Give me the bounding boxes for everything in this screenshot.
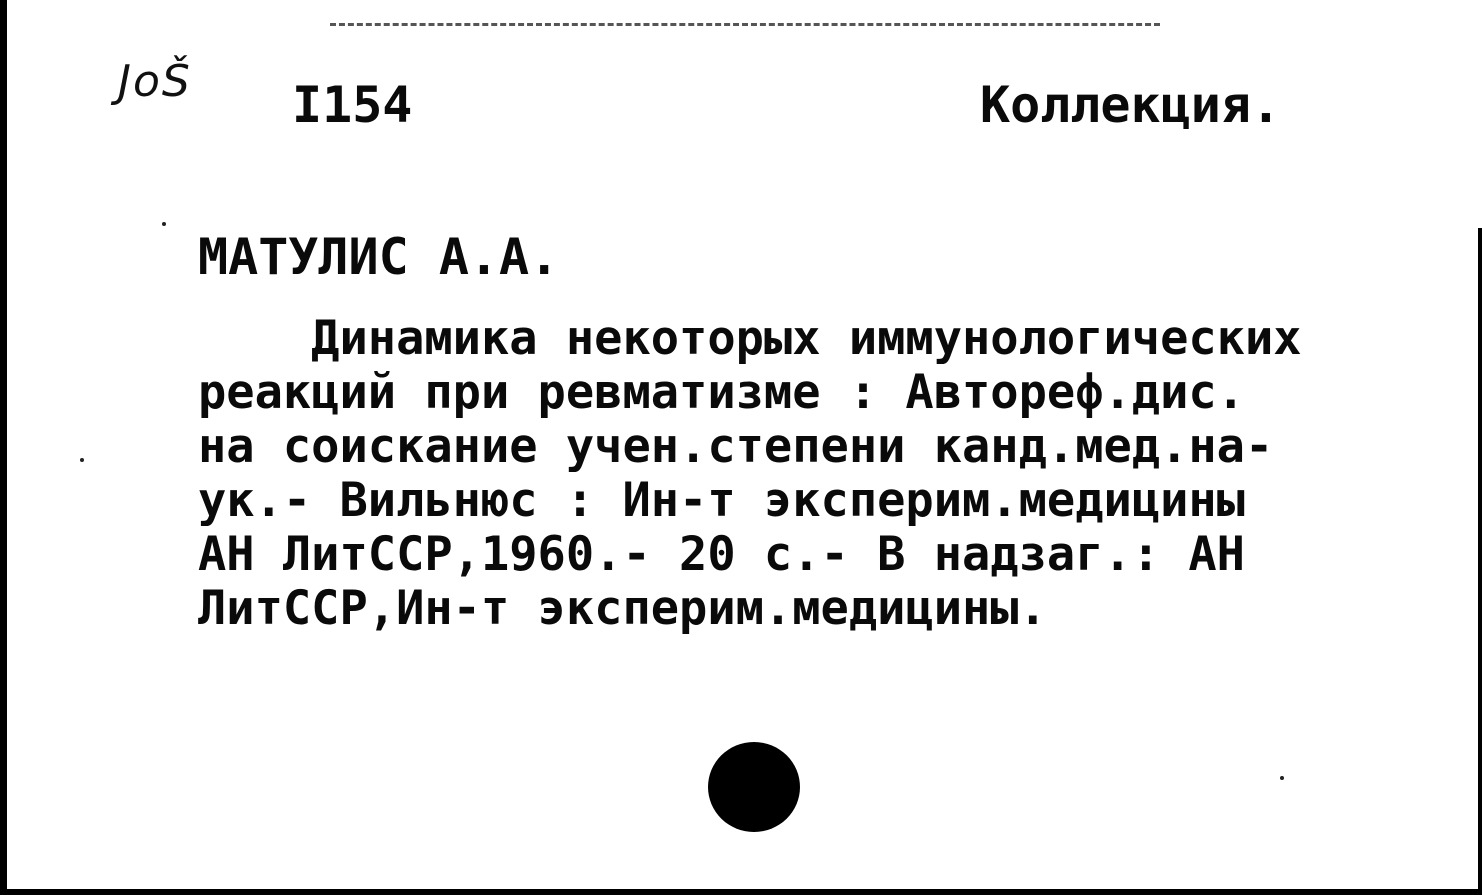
call-number: I154 xyxy=(292,76,413,134)
card-left-edge xyxy=(0,0,7,895)
top-dashed-rule xyxy=(330,23,1160,26)
description-line: ЛитССР,Ин-т эксперим.медицины. xyxy=(198,581,1047,636)
punch-hole xyxy=(708,742,800,832)
description-line: на соискание учен.степени канд.мед.на- xyxy=(198,419,1274,474)
handwritten-mark: JoŠ xyxy=(118,56,192,107)
dust-speck xyxy=(1280,776,1284,780)
dust-speck xyxy=(80,458,84,462)
description-line: реакций при ревматизме : Автореф.дис. xyxy=(198,365,1245,420)
card-bottom-edge xyxy=(0,889,1482,895)
dust-speck xyxy=(162,222,166,226)
collection-label: Коллекция. xyxy=(980,76,1282,134)
description-line: АН ЛитССР,1960.- 20 с.- В надзаг.: АН xyxy=(198,527,1245,582)
author-heading: МАТУЛИС А.А. xyxy=(198,228,560,286)
card-right-edge xyxy=(1478,228,1482,895)
bibliographic-description xyxy=(198,312,1438,636)
description-line: ук.- Вильнюс : Ин-т эксперим.медицины xyxy=(198,473,1245,528)
description-line: Динамика некоторых иммунологических xyxy=(198,311,1302,366)
